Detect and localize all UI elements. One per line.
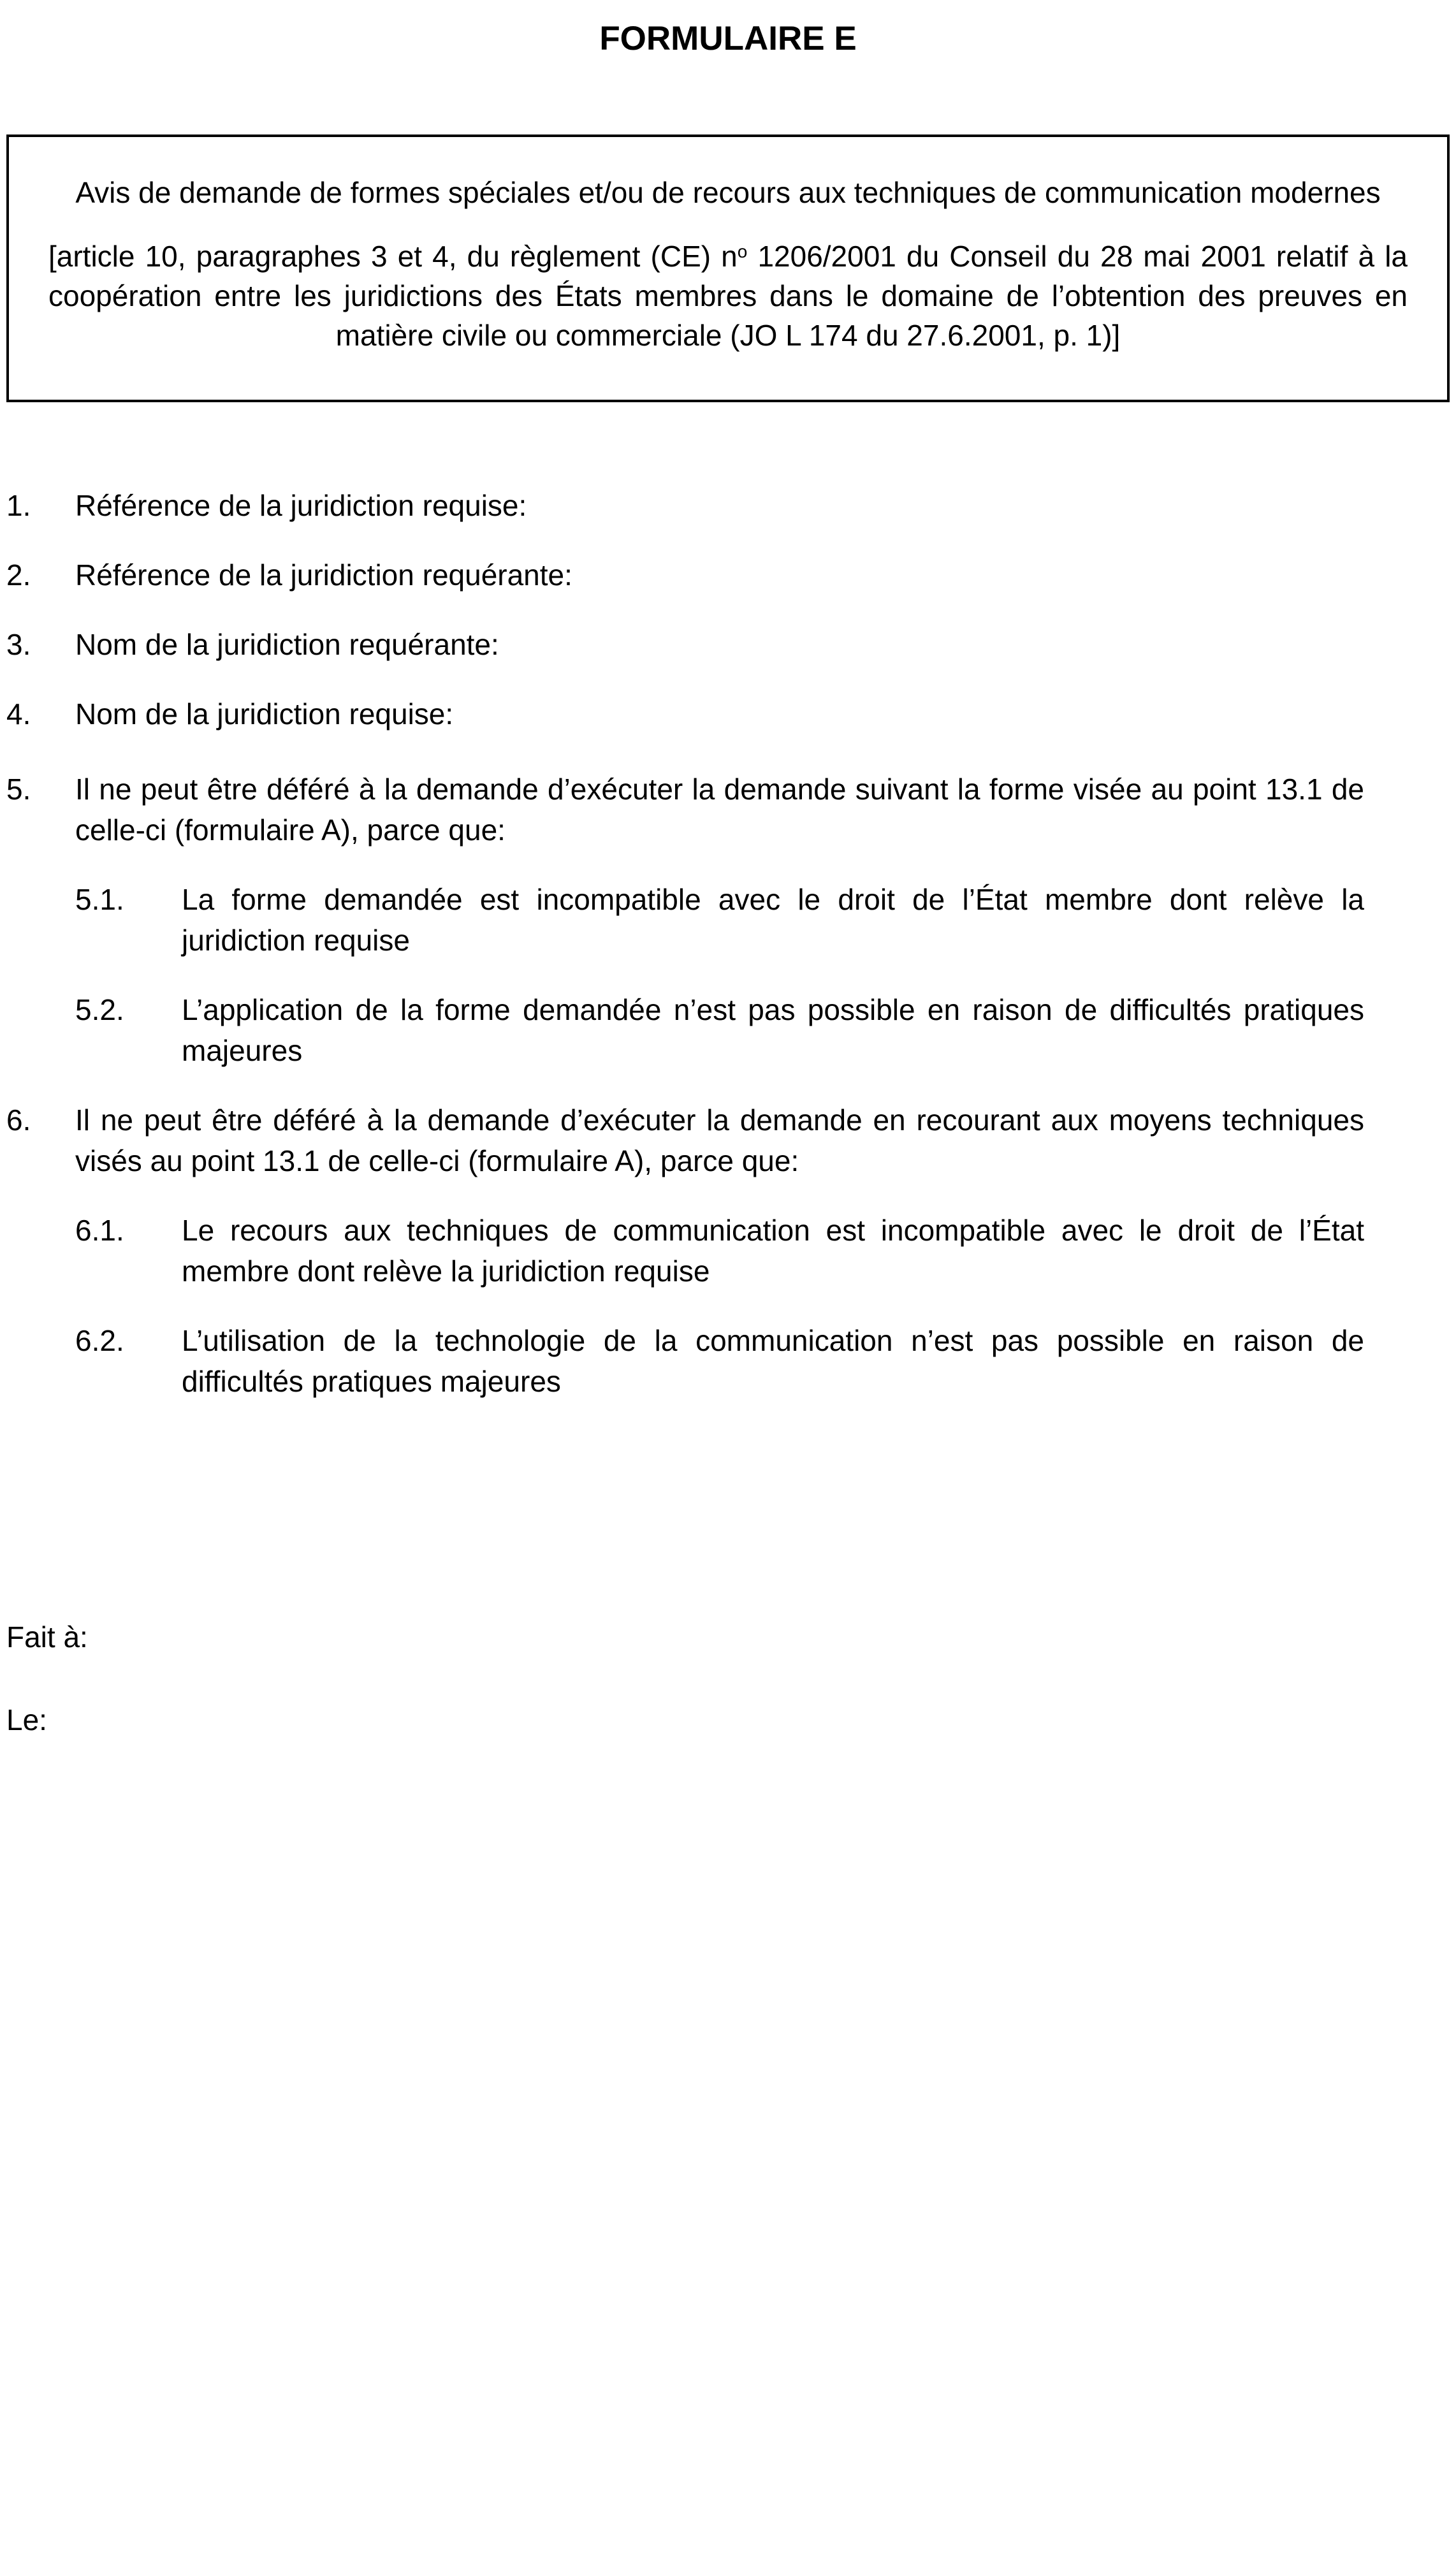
form-items bbox=[6, 485, 1450, 1402]
item-label: Référence de la juridiction requise: bbox=[75, 489, 527, 522]
item-number: 5.1. bbox=[75, 883, 124, 916]
le-label: Le: bbox=[6, 1703, 47, 1736]
list-item-6-1 bbox=[75, 1210, 1450, 1291]
page-title: FORMULAIRE E bbox=[599, 20, 857, 57]
item-number: 2. bbox=[6, 558, 31, 592]
item-number: 6. bbox=[6, 1103, 31, 1137]
item-label: Il ne peut être déféré à la demande d’exécuter la demande suivant la forme visée au point 13.1 de celle-ci (formulaire A), parce que: bbox=[75, 773, 1364, 847]
item-number: 5. bbox=[6, 773, 31, 806]
list-item-6 bbox=[6, 1100, 1450, 1181]
list-item-5-2 bbox=[75, 989, 1450, 1071]
list-item-5-1 bbox=[75, 879, 1450, 961]
list-item-1 bbox=[6, 485, 1450, 526]
item-label: La forme demandée est incompatible avec le droit de l’État membre dont relève la juridiction requise bbox=[182, 883, 1364, 957]
list-item-5 bbox=[6, 769, 1450, 850]
item-label: Nom de la juridiction requérante: bbox=[75, 628, 499, 661]
item-label: Le recours aux techniques de communication est incompatible avec le droit de l’État membre dont relève la juridiction requise bbox=[182, 1214, 1364, 1288]
notice-reference bbox=[48, 236, 1408, 355]
notice-reference-superscript: o bbox=[737, 242, 748, 261]
fait-a-label: Fait à: bbox=[6, 1620, 88, 1654]
notice-heading: Avis de demande de formes spéciales et/ou de recours aux techniques de communication modernes bbox=[75, 176, 1381, 209]
item-number: 5.2. bbox=[75, 993, 124, 1026]
item-label: Référence de la juridiction requérante: bbox=[75, 558, 572, 592]
list-item-2 bbox=[6, 555, 1450, 595]
document-page bbox=[0, 17, 1456, 2553]
list-item-3 bbox=[6, 624, 1450, 665]
item-number: 3. bbox=[6, 628, 31, 661]
closing-block bbox=[6, 1617, 1450, 1740]
list-item-6-2 bbox=[75, 1320, 1450, 1402]
notice-box bbox=[6, 135, 1450, 402]
item-label: Il ne peut être déféré à la demande d’exécuter la demande en recourant aux moyens techniques visés au point 13.1 de celle-ci (formulaire A), parce que: bbox=[75, 1103, 1364, 1177]
item-label: L’utilisation de la technologie de la communication n’est pas possible en raison de difficultés pratiques majeures bbox=[182, 1324, 1364, 1398]
item-label: L’application de la forme demandée n’est pas possible en raison de difficultés pratiques majeures bbox=[182, 993, 1364, 1067]
item-number: 6.1. bbox=[75, 1214, 124, 1247]
item-number: 6.2. bbox=[75, 1324, 124, 1357]
item-label: Nom de la juridiction requise: bbox=[75, 697, 454, 731]
notice-reference-text: [article 10, paragraphes 3 et 4, du règlement (CE) n bbox=[48, 240, 738, 273]
item-number: 1. bbox=[6, 489, 31, 522]
item-number: 4. bbox=[6, 697, 31, 731]
list-item-4 bbox=[6, 694, 1450, 734]
notice-reference-text-continued: 1206/2001 du Conseil du 28 mai 2001 relatif à la coopération entre les juridictions des États membres dans le domaine de l’obtention des preuves en matière civile ou commerciale (JO L 174 du 27.6.2001, p. 1)] bbox=[48, 240, 1408, 352]
